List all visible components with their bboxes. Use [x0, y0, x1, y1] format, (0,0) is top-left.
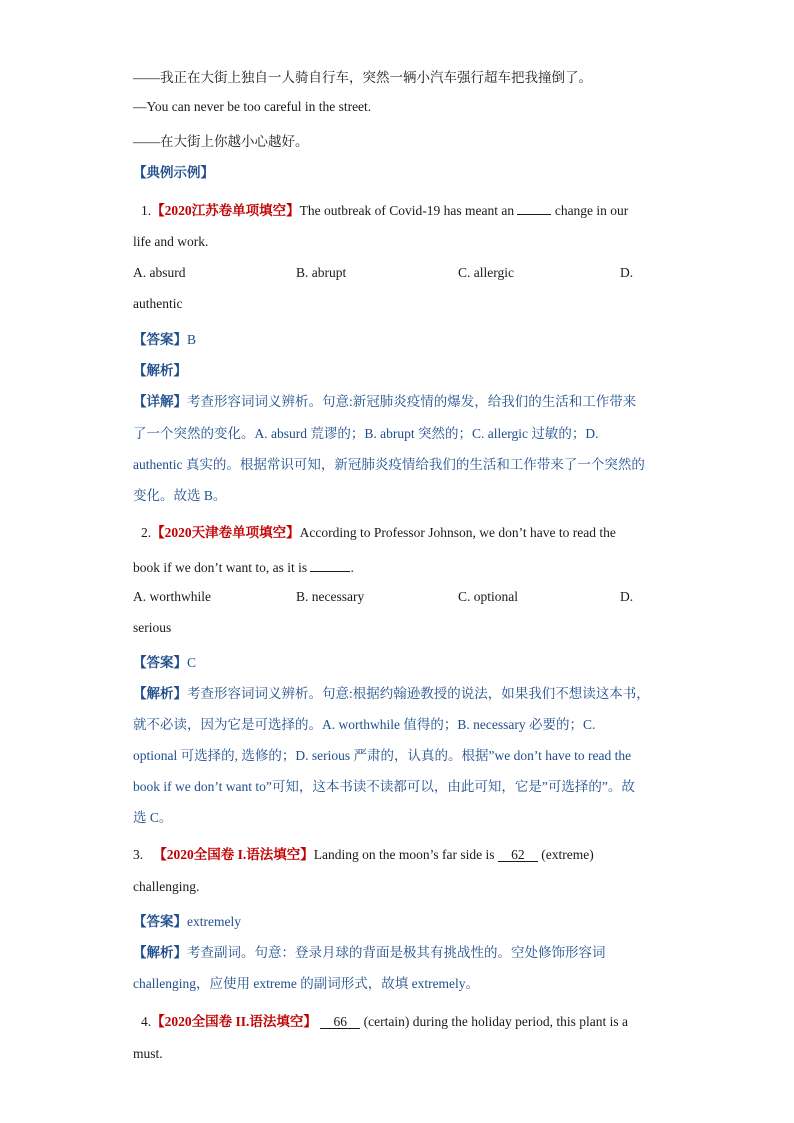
- q1-option-d-text: authentic: [133, 296, 183, 311]
- q2-option-b: B. necessary: [296, 589, 365, 604]
- q3-stem-a: Landing on the moon’s far side is: [313, 847, 495, 862]
- q1-option-c: C. allergic: [458, 265, 514, 280]
- q2-analysis-3: optional 可选择的, 选修的；D. serious 严肃的，认真的。根据”we don’t have to read the: [133, 748, 632, 763]
- q4-stem: [141, 1010, 628, 1030]
- q1-answer-label: 【答案】: [133, 332, 187, 347]
- q3-stem-cont: challenging.: [133, 879, 200, 894]
- q1-detail-1: [133, 390, 636, 410]
- q2-answer-label: 【答案】: [133, 655, 187, 670]
- q1-detail-text-1: 考查形容词词义辨析。句意:新冠肺炎疫情的爆发，给我们的生活和工作带来: [187, 394, 637, 409]
- q2-answer-value: C: [187, 655, 197, 670]
- q3-stem: [133, 843, 594, 863]
- q2-option-a: A. worthwhile: [133, 589, 211, 604]
- q3-tag: 【2020全国卷 I.语法填空】: [153, 847, 314, 862]
- q3-analysis-label: 【解析】: [133, 945, 187, 960]
- q4-stem-a: (certain) during the holiday period, this plant is a: [363, 1014, 628, 1029]
- q1-stem-cont: life and work.: [133, 234, 209, 249]
- q2-analysis-label: 【解析】: [133, 686, 187, 701]
- q1-stem-a: The outbreak of Covid-19 has meant an: [299, 203, 515, 218]
- q4-tag: 【2020全国卷 II.语法填空】: [151, 1014, 317, 1029]
- q1-answer-value: B: [187, 332, 197, 347]
- q2-answer: [133, 651, 196, 671]
- q2-number: 2.: [141, 525, 152, 540]
- q2-analysis-2: 就不必读，因为它是可选择的。A. worthwhile 值得的；B. necessary 必要的；C.: [133, 717, 596, 732]
- q2-stem-cont: [133, 557, 354, 576]
- q1-option-d: D.: [620, 265, 634, 280]
- q3-answer-value: extremely: [187, 914, 241, 929]
- q3-stem-b: (extreme): [541, 847, 594, 862]
- q3-answer-label: 【答案】: [133, 914, 187, 929]
- q2-analysis-1: [133, 682, 650, 702]
- intro-line-2: —You can never be too careful in the street.: [133, 99, 372, 114]
- q1-detail-2: 了一个突然的变化。A. absurd 荒谬的；B. abrupt 突然的；C. allergic 过敏的；D.: [133, 426, 599, 441]
- q1-detail-label: 【详解】: [133, 394, 187, 409]
- q2-option-d-text: serious: [133, 620, 172, 635]
- intro-line-1: ——我正在大街上独自一人骑自行车，突然一辆小汽车强行超车把我撞倒了。: [133, 70, 592, 85]
- q1-tag: 【2020江苏卷单项填空】: [151, 203, 300, 218]
- q2-analysis-5: 选 C。: [133, 810, 173, 825]
- q4-blank: 66: [320, 1014, 360, 1029]
- q2-tag: 【2020天津卷单项填空】: [151, 525, 300, 540]
- q1-detail-4: 变化。故选 B。: [133, 488, 227, 503]
- q2-analysis-text-1: 考查形容词词义辨析。句意:根据约翰逊教授的说法，如果我们不想读这本书，: [187, 686, 650, 701]
- section-title: 【典例示例】: [133, 165, 214, 180]
- q2-stem-b: book if we don’t want to, as it is: [133, 560, 308, 575]
- q2-stem-c: .: [350, 560, 354, 575]
- q2-blank: [310, 557, 350, 572]
- q2-option-c: C. optional: [458, 589, 518, 604]
- q4-number: 4.: [141, 1014, 152, 1029]
- q2-option-d: D.: [620, 589, 634, 604]
- q3-number: 3.: [133, 847, 144, 862]
- q2-stem: [141, 521, 616, 541]
- q1-option-b: B. abrupt: [296, 265, 347, 280]
- q1-stem-b: change in our: [554, 203, 629, 218]
- q1-analysis-label: 【解析】: [133, 363, 187, 378]
- q4-stem-cont: must.: [133, 1046, 163, 1061]
- q1-detail-3: authentic 真实的。根据常识可知，新冠肺炎疫情给我们的生活和工作带来了一个突然的: [133, 457, 645, 472]
- q3-analysis-1: [133, 941, 606, 961]
- q2-analysis-4: book if we don’t want to”可知，这本书读不读都可以，由此可知，它是”可选择的”。故: [133, 779, 635, 794]
- q3-blank: 62: [498, 847, 538, 862]
- q1-answer: [133, 328, 196, 348]
- q3-analysis-text-1: 考查副词。句意：登录月球的背面是极其有挑战性的。空处修饰形容词: [187, 945, 606, 960]
- intro-line-3: ——在大街上你越小心越好。: [133, 134, 309, 149]
- q2-stem-a: According to Professor Johnson, we don’t have to read the: [299, 525, 616, 540]
- q1-option-a: A. absurd: [133, 265, 186, 280]
- q1-number: 1.: [141, 203, 152, 218]
- q3-answer: [133, 910, 241, 930]
- q1-stem: [141, 199, 628, 219]
- q3-analysis-2: challenging，应使用 extreme 的副词形式，故填 extremely。: [133, 976, 480, 991]
- q1-blank: [517, 200, 551, 215]
